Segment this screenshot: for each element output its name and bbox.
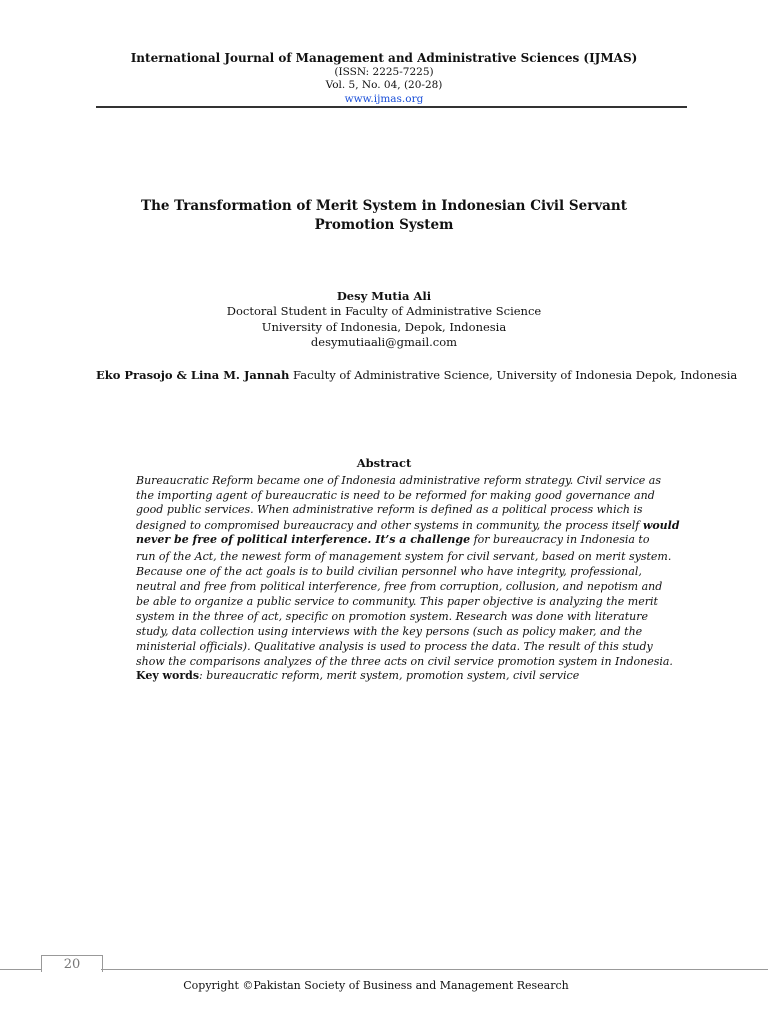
- journal-website-link[interactable]: www.ijmas.org: [344, 93, 424, 105]
- abstract-line: study, data collection using interviews with the key persons (such as policy maker, and the: [136, 625, 643, 638]
- abstract-line: ministerial officials). Qualitative analysis is used to process the data. The result of this study: [136, 640, 653, 653]
- abstract-line: Bureaucratic Reform became one of Indonesia administrative reform strategy. Civil service as: [136, 474, 661, 487]
- abstract-line: the importing agent of bureaucratic is need to be reformed for making good governance and: [136, 489, 655, 502]
- author-name: Desy Mutia Ali: [336, 289, 432, 303]
- abstract-line: be able to organize a public service to community. This paper objective is analyzing the merit: [136, 595, 658, 608]
- abstract-line: [136, 532, 650, 547]
- author-affiliation-1: Doctoral Student in Faculty of Administrative Science: [226, 304, 542, 318]
- abstract-line: neutral and free from political interference, free from corruption, collusion, and nepotism and: [136, 580, 663, 593]
- footer-divider-left: [0, 969, 41, 970]
- abstract-line-text: designed to compromised bureaucracy and other systems in community, the process itself: [136, 519, 643, 532]
- keywords-line: [136, 668, 632, 683]
- keywords-label: Key words: [136, 669, 200, 682]
- abstract-line: Because one of the act goals is to build civilian personnel who have integrity, professional,: [136, 565, 642, 578]
- coauthor-affiliation: Faculty of Administrative Science, University of Indonesia Depok, Indonesia: [289, 368, 738, 382]
- abstract-line: show the comparisons analyzes of the three acts on civil service promotion system in Indonesia.: [136, 655, 673, 668]
- volume-line: Vol. 5, No. 04, (20-28): [325, 79, 443, 91]
- author-affiliation-2: University of Indonesia, Depok, Indonesia: [261, 320, 507, 334]
- coauthor-names: Eko Prasojo & Lina M. Jannah: [96, 368, 290, 382]
- journal-title: International Journal of Management and Administrative Sciences (IJMAS): [130, 51, 638, 65]
- keywords-list: : bureaucratic reform, merit system, promotion system, civil service: [199, 669, 580, 682]
- abstract-line: run of the Act, the newest form of management system for civil servant, based on merit system.: [136, 550, 672, 563]
- coauthors-line: [96, 368, 736, 382]
- abstract-line: good public services. When administrative reform is defined as a political process which is: [136, 503, 643, 516]
- paper-title-line-1: The Transformation of Merit System in Indonesian Civil Servant: [141, 198, 627, 214]
- abstract-emphasis: never be free of political interference. It’s a challenge: [136, 533, 471, 546]
- abstract-line-text: for bureaucracy in Indonesia to: [470, 533, 650, 546]
- abstract-line: [136, 518, 680, 533]
- abstract-heading: Abstract: [356, 456, 412, 470]
- header-divider: [96, 106, 687, 108]
- author-email: desymutiaali@gmail.com: [310, 335, 458, 349]
- abstract-emphasis: would: [642, 519, 680, 532]
- paper-title: [0, 197, 768, 235]
- paper-title-line-2: Promotion System: [314, 217, 454, 233]
- copyright-notice: Copyright ©Pakistan Society of Business and Management Research: [183, 979, 569, 992]
- footer-divider-right: [101, 969, 768, 970]
- abstract-line: system in the three of act, specific on promotion system. Research was done with literature: [136, 610, 648, 623]
- page-number: 20: [41, 955, 103, 972]
- issn-line: (ISSN: 2225-7225): [334, 66, 434, 78]
